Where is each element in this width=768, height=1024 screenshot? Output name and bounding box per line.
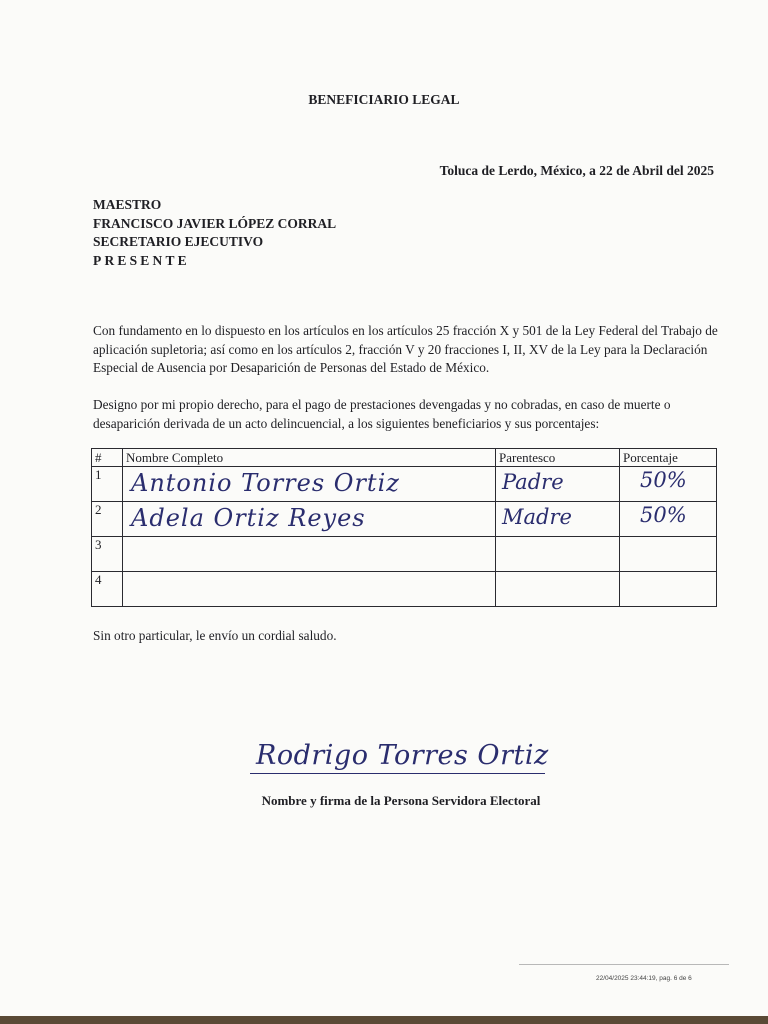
row-percentage-cell: [620, 502, 717, 537]
signature-caption: Nombre y firma de la Persona Servidora Electoral: [261, 793, 541, 808]
table-row: [92, 537, 717, 572]
row-percentage-cell: [620, 572, 717, 607]
row-name-cell: [123, 572, 496, 607]
table-row: [92, 467, 717, 502]
row-relationship-cell: [496, 572, 620, 607]
handwritten-name: Adela Ortiz Reyes: [131, 504, 366, 532]
header-num: #: [92, 449, 123, 467]
row-name-cell: [123, 467, 496, 502]
row-name-cell: [123, 502, 496, 537]
table-row: [92, 572, 717, 607]
row-num: 3: [92, 537, 123, 572]
surface-edge: [0, 1016, 768, 1024]
place-and-date: Toluca de Lerdo, México, a 22 de Abril del 2025: [439, 163, 714, 178]
row-percentage-cell: [620, 537, 717, 572]
footer-divider: [519, 964, 729, 965]
signature-line: [250, 773, 545, 774]
row-num: 2: [92, 502, 123, 537]
handwritten-relationship: Madre: [502, 505, 572, 529]
row-relationship-cell: [496, 502, 620, 537]
addressee-block: [93, 196, 336, 270]
row-num: 4: [92, 572, 123, 607]
beneficiaries-table: [91, 448, 717, 607]
handwritten-name: Antonio Torres Ortiz: [131, 469, 400, 497]
header-name: Nombre Completo: [123, 449, 496, 467]
header-percentage: Porcentaje: [620, 449, 717, 467]
row-relationship-cell: [496, 537, 620, 572]
legal-basis-paragraph: Con fundamento en lo dispuesto en los artículos en los artículos 25 fracción X y 501 de la Ley Federal del Trabajo de aplicación supletoria; así como en los artículos 2, fracción V y 20 fracciones I, II, XV de la Ley para la Declaración Especial de Ausencia por Desaparición de Personas del Estado de México.: [93, 323, 718, 375]
addressee-line-4: PRESENTE: [93, 252, 190, 268]
row-relationship-cell: [496, 467, 620, 502]
addressee-line-1: MAESTRO: [93, 197, 162, 212]
addressee-line-2: FRANCISCO JAVIER LÓPEZ CORRAL: [93, 215, 337, 231]
document-title: BENEFICIARIO LEGAL: [308, 92, 460, 107]
addressee-line-3: SECRETARIO EJECUTIVO: [93, 234, 264, 249]
row-percentage-cell: [620, 467, 717, 502]
header-relationship: Parentesco: [496, 449, 620, 467]
handwritten-signature: Rodrigo Torres Ortiz: [256, 740, 549, 771]
designation-paragraph: Designo por mi propio derecho, para el pago de prestaciones devengadas y no cobradas, en caso de muerte o desaparición derivada de un acto delincuencial, a los siguientes beneficiarios y sus porcentajes:: [93, 397, 671, 431]
handwritten-percentage: 50%: [640, 468, 687, 492]
closing-line: Sin otro particular, le envío un cordial saludo.: [93, 628, 337, 643]
footer-timestamp: 22/04/2025 23:44:19, pag. 6 de 6: [596, 975, 692, 982]
table-header-row: [92, 449, 717, 467]
handwritten-relationship: Padre: [502, 470, 564, 494]
handwritten-percentage: 50%: [640, 503, 687, 527]
row-name-cell: [123, 537, 496, 572]
row-num: 1: [92, 467, 123, 502]
table-row: [92, 502, 717, 537]
